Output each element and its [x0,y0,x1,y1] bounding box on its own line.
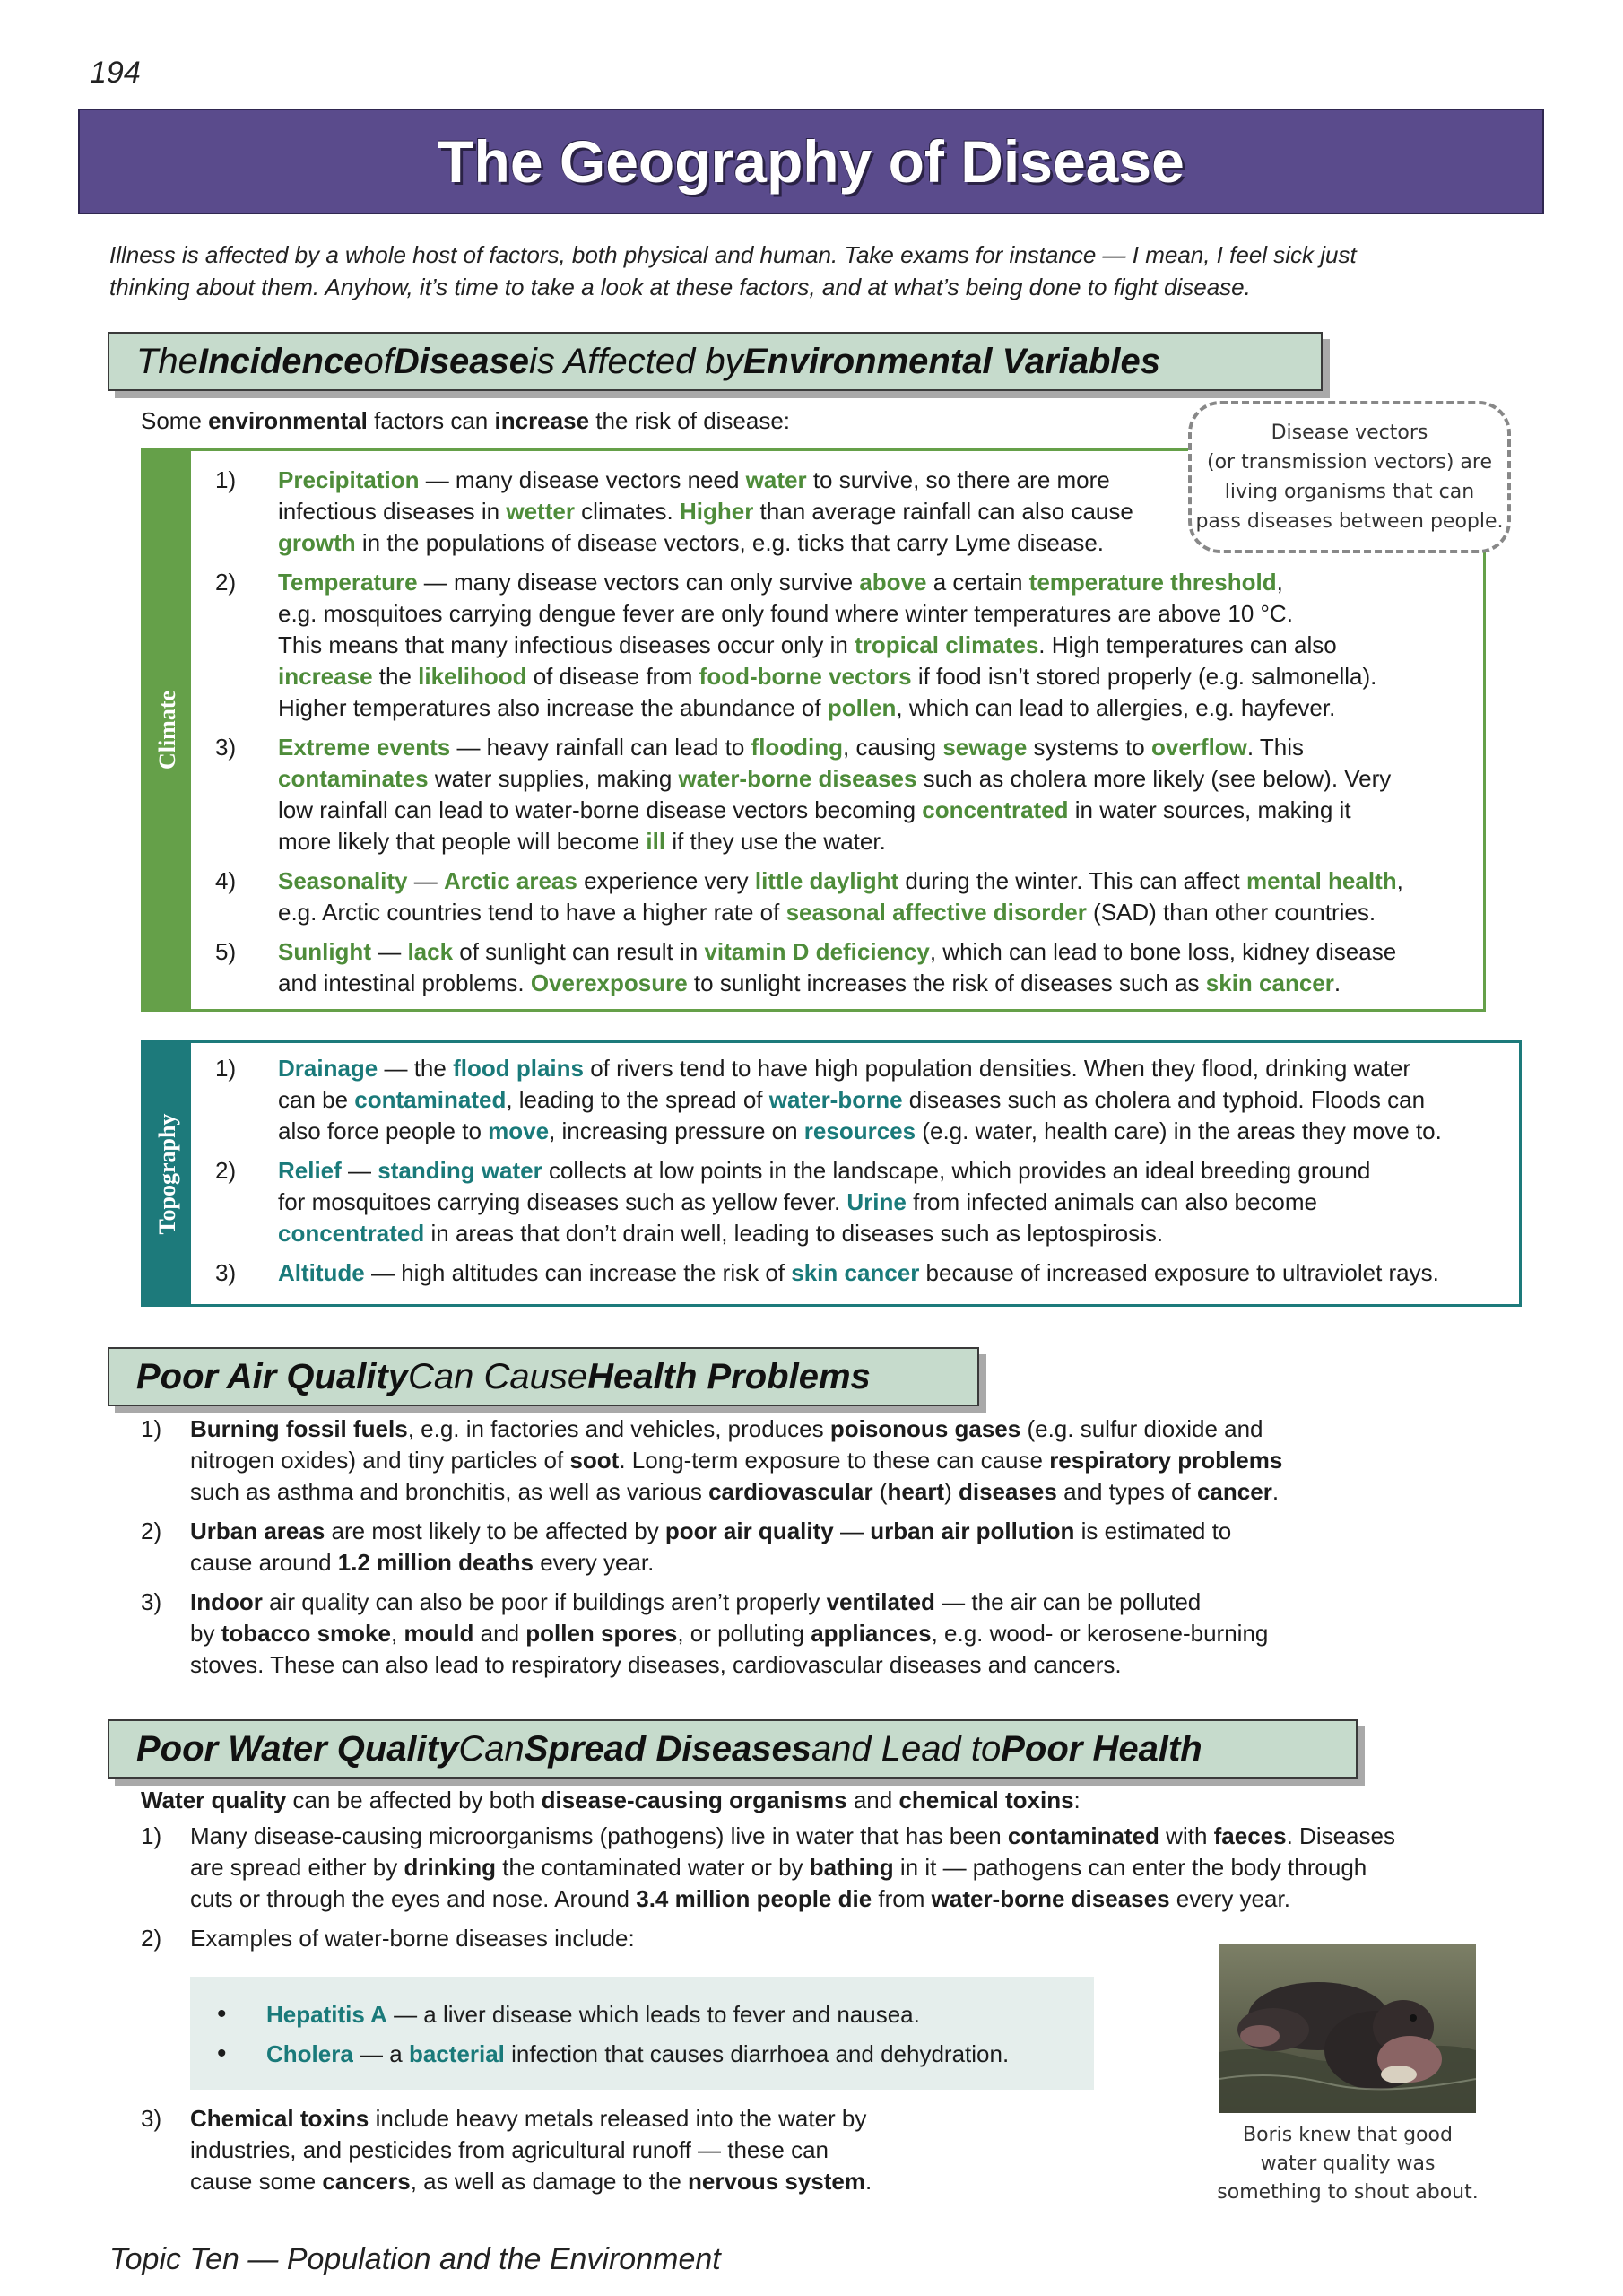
section-header-environment: The Incidence of Disease is Affected by Environmental Variables [108,332,1323,391]
page-title: The Geography of Disease [438,128,1185,195]
photo-caption: Boris knew that good water quality was something to shout about. [1217,2124,1479,2204]
air-quality-list [141,1413,1486,1689]
list-item: 2) Examples of water-borne diseases include: [141,1925,635,1952]
water-quality-list-cont [141,2103,1037,2205]
list-item: 2) Relief — standing water collects at low points in the landscape, which provides an ideal breeding ground for mosquitoes carrying diseases such as yellow fever. Urine from infected animals can also become concentrated in areas that don’t drain well, leading to diseases such as leptospirosis. [215,1157,1371,1247]
hippo-photo [1219,1944,1476,2113]
climate-label: Climate [153,690,180,770]
bullet-item: • Cholera — a bacterial infection that causes diarrhoea and dehydration. [217,2034,1094,2074]
intro-line: Illness is affected by a whole host of factors, both physical and human. Take exams for instance — I mean, I feel sick just [109,241,1357,268]
list-item: 4) Seasonality — Arctic areas experience very little daylight during the winter. This can affect mental health, e.g. Arctic countries tend to have a higher rate of seasonal affective disorder (SAD) than other countries. [215,867,1403,926]
disease-examples-box [190,1977,1094,2090]
climate-tab [143,451,191,1009]
topography-tab [143,1043,191,1304]
topography-list [215,1053,1515,1297]
list-item: 3) Indoor air quality can also be poor if buildings aren’t properly ventilated — the air can be polluted by tobacco smoke, mould and pollen spores, or polluting appliances, e.g. wood- or kerosene-burning stoves. These can also lead to respiratory diseases, cardiovascular diseases and cancers. [141,1588,1269,1678]
list-item: 2) Temperature — many disease vectors can only survive above a certain temperature threshold, e.g. mosquitoes carrying dengue fever are only found where winter temperatures are above 10 °C. This means that many infectious diseases occur only in tropical climates. High temperatures can also increase the likelihood of disease from food-borne vectors if food isn’t stored properly (e.g. salmonella). Higher temperatures also increase the abundance of pollen, which can lead to allergies, e.g. hayfever. [215,569,1377,721]
bullet-item: • Hepatitis A — a liver disease which leads to fever and nausea. [217,1995,1094,2034]
water-quality-list [141,1821,1504,1962]
section-header-air-quality: Poor Air Quality Can Cause Health Problems [108,1347,979,1406]
list-item: 1) Drainage — the flood plains of rivers tend to have high population densities. When they flood, drinking water can be contaminated, leading to the spread of water-borne diseases such as cholera and typhoid. Floods can also force people to move, increasing pressure on resources (e.g. water, health care) in the areas they move to. [215,1055,1442,1144]
list-item: 1) Burning fossil fuels, e.g. in factories and vehicles, produces poisonous gases (e.g. sulfur dioxide and nitrogen oxides) and tiny particles of soot. Long-term exposure to these can cause respiratory problems such as asthma and bronchitis, as well as various cardiovascular (heart) diseases and types of cancer. [141,1415,1283,1505]
intro-line: thinking about them. Anyhow, it’s time to take a look at these factors, and at what’s being done to fight disease. [109,274,1251,300]
list-item: 3) Chemical toxins include heavy metals released into the water by industries, and pesticides from agricultural runoff — these can cause some cancers, as well as damage to the nervous system. [141,2105,872,2195]
list-item: 3) Extreme events — heavy rainfall can lead to flooding, causing sewage systems to overflow. This contaminates water supplies, making water-borne diseases such as cholera more likely (see below). Very low rainfall can lead to water-borne disease vectors becoming concentrated in water sources, making it more likely that people will become ill if they use the water. [215,734,1392,855]
list-item: 3) Altitude — high altitudes can increase the risk of skin cancer because of increased exposure to ultraviolet rays. [215,1259,1439,1286]
topography-label: Topography [153,1113,180,1234]
list-item: 2) Urban areas are most likely to be affected by poor air quality — urban air pollution is estimated to cause around 1.2 million deaths every year. [141,1518,1232,1576]
footer-topic: Topic Ten — Population and the Environment [109,2242,721,2276]
intro-text [109,239,1508,303]
page-number: 194 [90,56,141,90]
section1-lead: Some environmental factors can increase the risk of disease: [141,407,791,434]
title-banner [78,109,1544,214]
list-item: 5) Sunlight — lack of sunlight can result in vitamin D deficiency, which can lead to bone loss, kidney disease and intestinal problems. Overexposure to sunlight increases the risk of diseases such as skin cancer. [215,938,1397,996]
hippo-photo-image [1219,1944,1476,2113]
list-item: 1) Precipitation — many disease vectors need water to survive, so there are more infectious diseases in wetter climates. Higher than average rainfall can also cause growth in the populations of disease vectors, e.g. ticks that carry Lyme disease. [215,466,1133,556]
section3-lead: Water quality can be affected by both disease-causing organisms and chemical toxins: [141,1787,1081,1813]
section-header-water-quality: Poor Water Quality Can Spread Diseases and Lead to Poor Health [108,1719,1358,1779]
vector-note-bubble: Disease vectors (or transmission vectors) are living organisms that can pass diseases between people. [1188,401,1511,553]
list-item: 1) Many disease-causing microorganisms (pathogens) live in water that has been contaminated with faeces. Diseases are spread either by drinking the contaminated water or by bathing in it — pathogens can enter the body through cuts or through the eyes and nose. Around 3.4 million people die from water-borne diseases every year. [141,1822,1395,1912]
